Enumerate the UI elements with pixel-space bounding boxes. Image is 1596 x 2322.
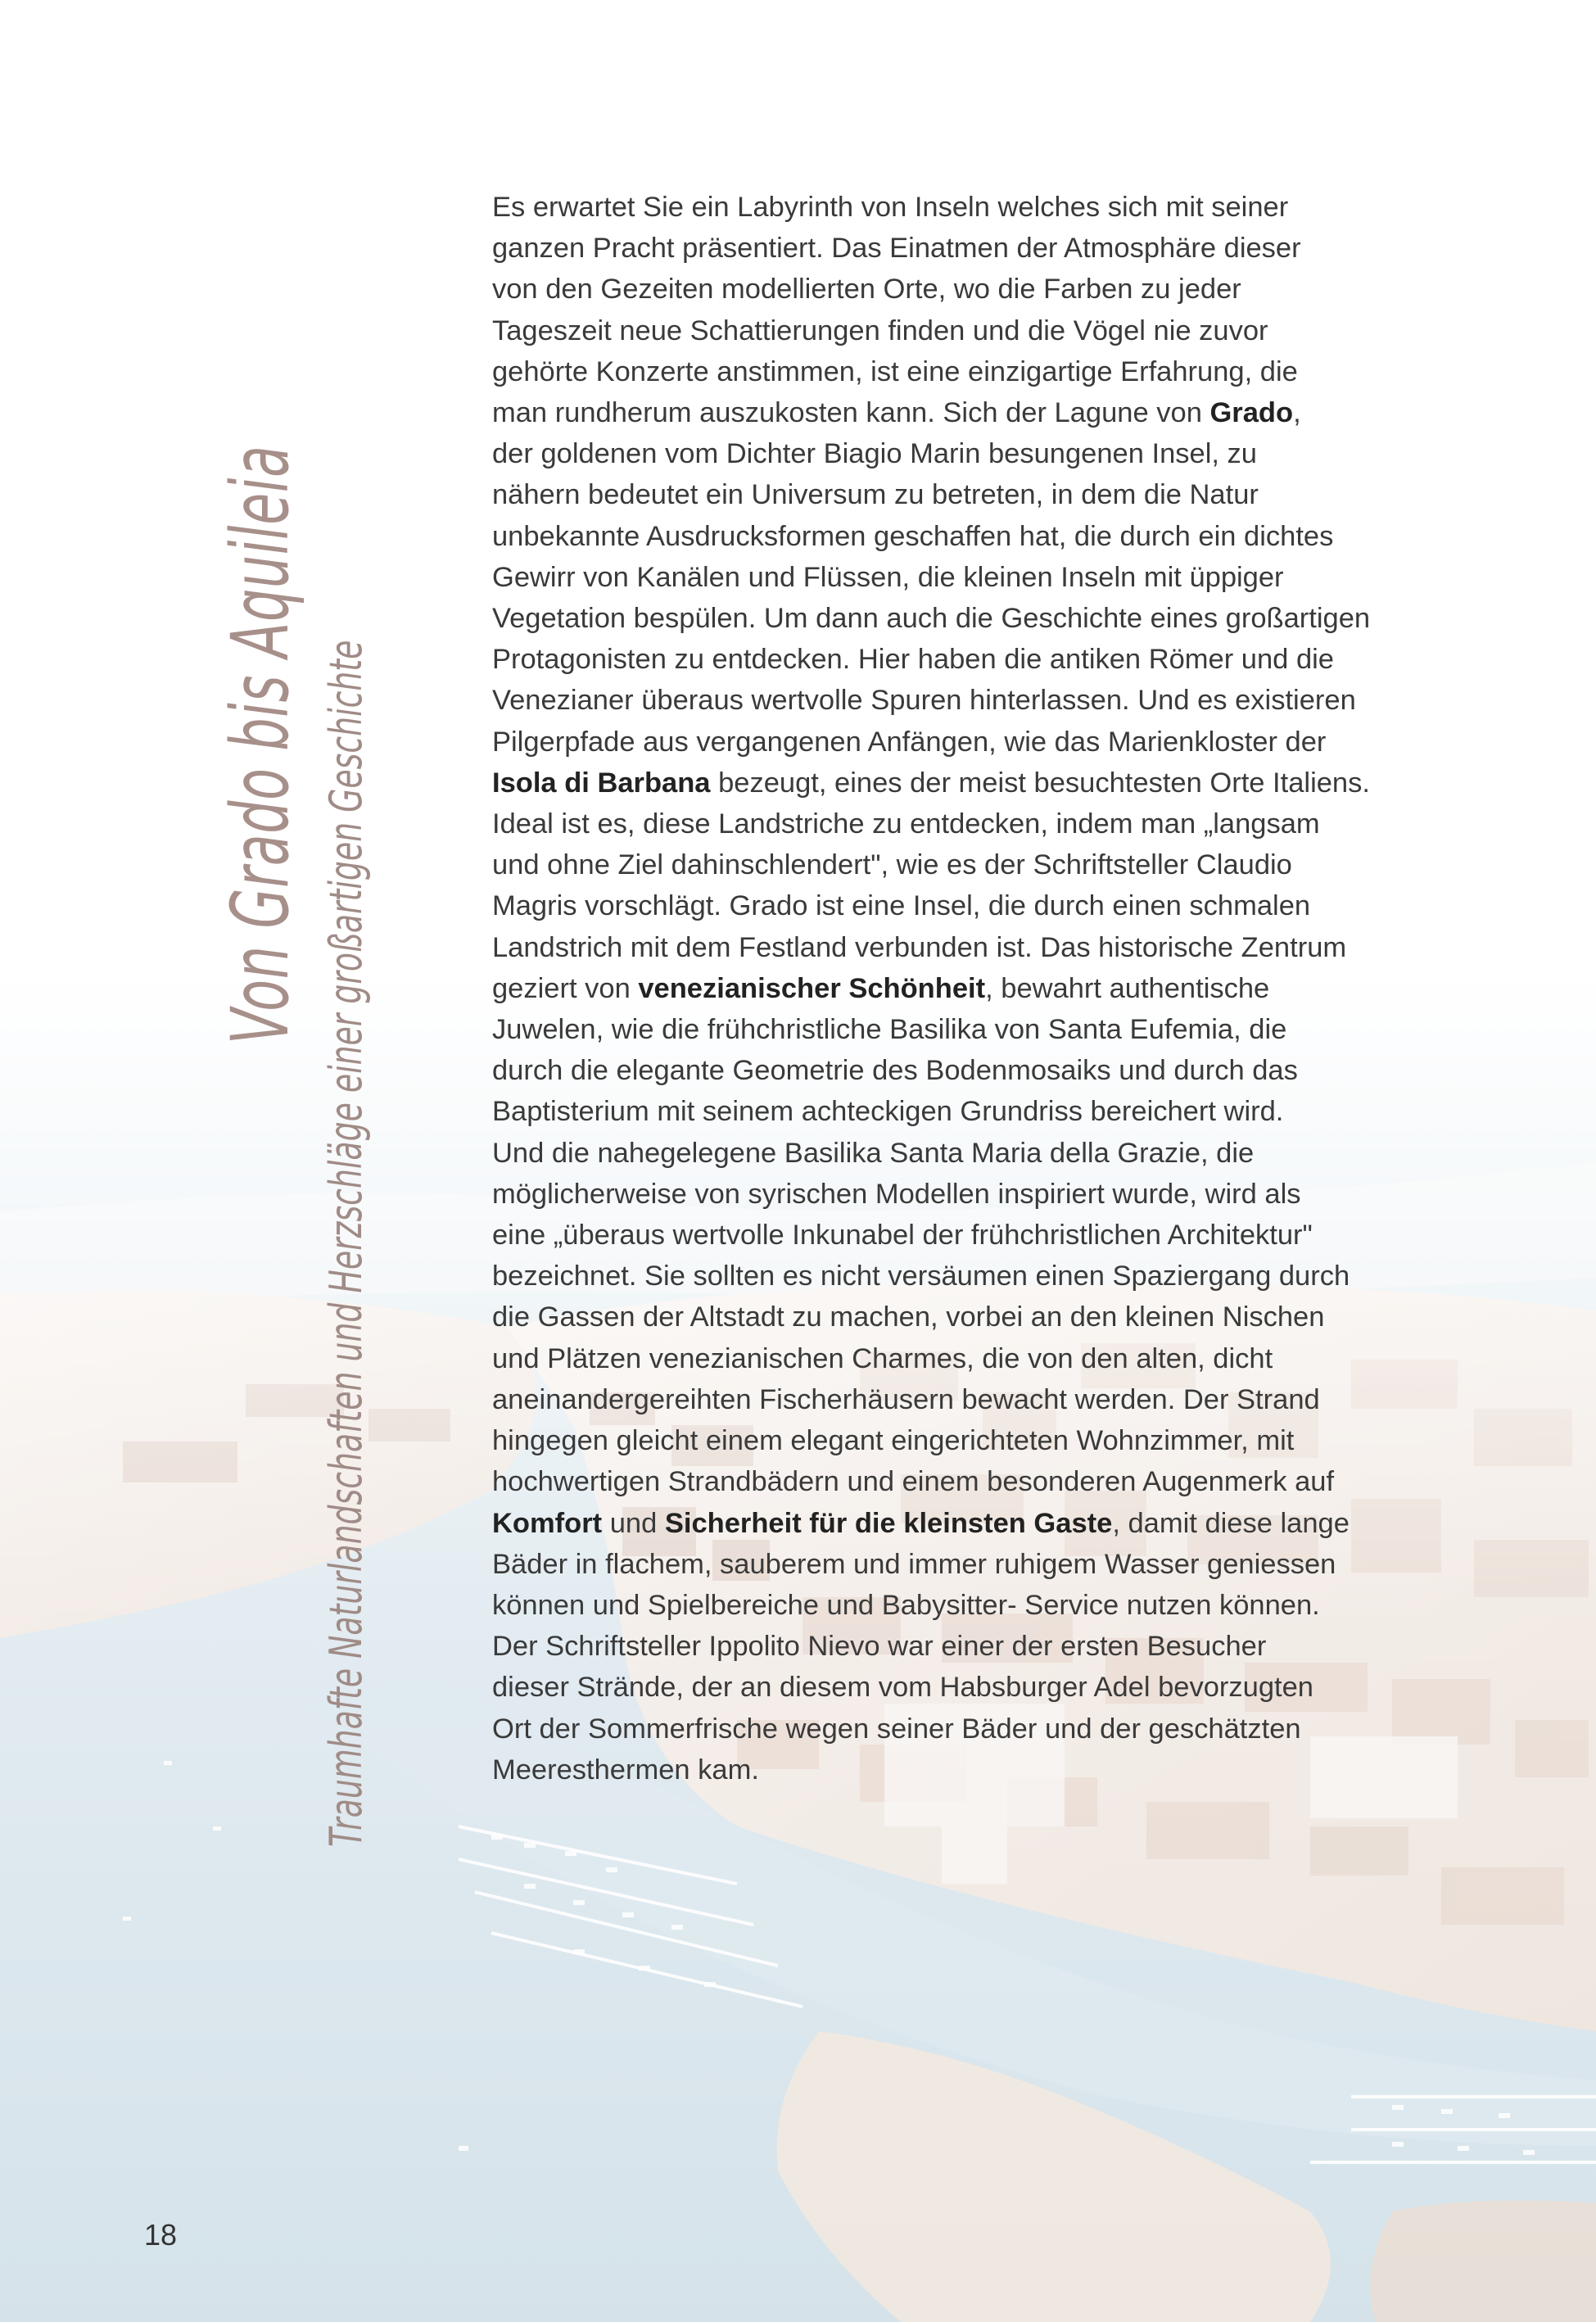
body-line: [492, 392, 1557, 433]
body-line: hingegen gleicht einem elegant eingerichteten Wohnzimmer, mit: [492, 1425, 1295, 1457]
body-line: Pilgerpfade aus vergangenen Anfängen, wie das Marienkloster der: [492, 726, 1327, 758]
highlight-isola-di-barbana: Isola di Barbana: [492, 767, 711, 799]
highlight-venezianischer-schoenheit: venezianischer Schönheit: [638, 972, 986, 1004]
body-line: Meeresthermen kam.: [492, 1754, 759, 1786]
body-line: Tageszeit neue Schattierungen finden und die Vögel nie zuvor: [492, 315, 1268, 346]
article-body: [492, 187, 1557, 1790]
body-line: hochwertigen Strandbädern und einem besonderen Augenmerk auf: [492, 1466, 1335, 1498]
highlight-sicherheit: Sicherheit für die kleinsten Gaste: [664, 1507, 1113, 1539]
body-line: und Plätzen venezianischen Charmes, die von den alten, dicht: [492, 1342, 1273, 1374]
highlight-grado: Grado: [1209, 397, 1294, 429]
body-text-fragment: ,: [1293, 397, 1301, 429]
body-line: Vegetation bespülen. Um dann auch die Geschichte eines großartigen: [492, 603, 1371, 635]
body-line: Baptisterium mit seinem achteckigen Grundriss bereichert wird.: [492, 1096, 1284, 1128]
body-line: dieser Strände, der an diesem vom Habsburger Adel bevorzugten: [492, 1672, 1313, 1704]
body-line: von den Gezeiten modellierten Orte, wo die Farben zu jeder: [492, 274, 1241, 306]
body-line: Protagonisten zu entdecken. Hier haben die antiken Römer und die: [492, 644, 1334, 676]
body-line: [492, 763, 1557, 803]
body-line: Magris vorschlägt. Grado ist eine Insel, die durch einen schmalen: [492, 890, 1311, 922]
body-line: gehörte Konzerte anstimmen, ist eine einzigartige Erfahrung, die: [492, 355, 1298, 387]
body-line: Bäder in flachem, sauberem und immer ruhigem Wasser geniessen: [492, 1548, 1336, 1580]
body-line: [492, 1503, 1557, 1544]
body-line: Ort der Sommerfrische wegen seiner Bäder und der geschätzten: [492, 1713, 1301, 1745]
body-line: nähern bedeutet ein Universum zu betreten, in dem die Natur: [492, 479, 1259, 511]
body-line: Ideal ist es, diese Landstriche zu entdecken, indem man „langsam: [492, 808, 1320, 840]
body-line: eine „überaus wertvolle Inkunabel der frühchristlichen Architektur": [492, 1220, 1313, 1252]
page-number: 18: [144, 2218, 178, 2252]
highlight-komfort: Komfort: [492, 1507, 603, 1539]
body-line: Es erwartet Sie ein Labyrinth von Inseln welches sich mit seiner: [492, 192, 1289, 223]
body-text-fragment: , bewahrt authentische: [985, 972, 1270, 1004]
page-subtitle: Traumhafte Naturlandschaften und Herzschläge einer großartigen Geschichte: [320, 640, 372, 1847]
body-line: ganzen Pracht präsentiert. Das Einatmen der Atmosphäre dieser: [492, 233, 1301, 265]
page-title: Von Grado bis Aquileia: [215, 445, 306, 1044]
body-line: Gewirr von Kanälen und Flüssen, die kleinen Inseln mit üppiger: [492, 561, 1284, 593]
body-line: möglicherweise von syrischen Modellen inspiriert wurde, wird als: [492, 1178, 1301, 1210]
body-line: Juwelen, wie die frühchristliche Basilika von Santa Eufemia, die: [492, 1014, 1287, 1046]
body-text-fragment: bezeugt, eines der meist besuchtesten Orte Italiens.: [710, 767, 1370, 799]
body-line: der goldenen vom Dichter Biagio Marin besungenen Insel, zu: [492, 438, 1257, 470]
body-text-fragment: und: [602, 1507, 665, 1539]
body-line: bezeichnet. Sie sollten es nicht versäumen einen Spaziergang durch: [492, 1261, 1350, 1292]
body-line: die Gassen der Altstadt zu machen, vorbei an den kleinen Nischen: [492, 1301, 1325, 1333]
body-text-fragment: , damit diese lange: [1112, 1507, 1350, 1539]
body-line: und ohne Ziel dahinschlendert", wie es der Schriftsteller Claudio: [492, 849, 1292, 881]
body-line: durch die elegante Geometrie des Bodenmosaiks und durch das: [492, 1055, 1298, 1087]
body-line: unbekannte Ausdrucksformen geschaffen hat, die durch ein dichtes: [492, 520, 1334, 552]
body-line: aneinandergereihten Fischerhäusern bewacht werden. Der Strand: [492, 1383, 1320, 1415]
body-line: können und Spielbereiche und Babysitter- Service nutzen können.: [492, 1589, 1320, 1621]
body-line: Venezianer überaus wertvolle Spuren hinterlassen. Und es existieren: [492, 685, 1356, 717]
body-text-fragment: man rundherum auszukosten kann. Sich der Lagune von: [492, 397, 1210, 429]
body-line: [492, 968, 1557, 1009]
body-line: Landstrich mit dem Festland verbunden ist. Das historische Zentrum: [492, 931, 1347, 963]
body-line: Der Schriftsteller Ippolito Nievo war einer der ersten Besucher: [492, 1631, 1267, 1663]
body-line: Und die nahegelegene Basilika Santa Maria della Grazie, die: [492, 1137, 1255, 1169]
body-text-fragment: geziert von: [492, 972, 639, 1004]
